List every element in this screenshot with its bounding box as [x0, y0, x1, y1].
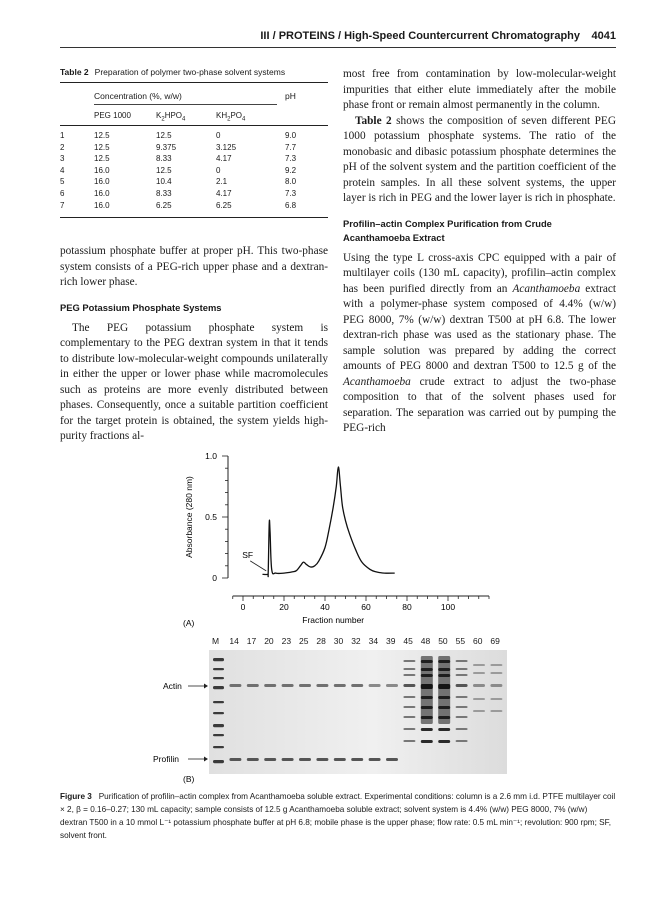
table-caption	[60, 67, 328, 77]
protein-band	[456, 674, 468, 676]
table-cell: 12.5	[156, 131, 172, 140]
table-cell: 8.0	[285, 177, 297, 187]
table-row	[60, 177, 328, 189]
profilin-band	[264, 758, 276, 761]
actin-band	[490, 684, 502, 687]
actin-band	[403, 684, 415, 687]
actin-band	[386, 684, 398, 687]
table-cell: 3.125	[216, 142, 237, 152]
heavy-lane-smear	[438, 656, 450, 724]
table-cell: 2.1	[216, 177, 228, 187]
lane-label: 55	[455, 636, 466, 646]
table-cell: 6	[60, 188, 65, 198]
table-cell: 6.25	[156, 200, 172, 210]
actin-band	[229, 684, 241, 687]
protein-band	[403, 706, 415, 708]
protein-band	[473, 664, 485, 666]
table-cell: 7.3	[285, 188, 297, 198]
table-bottom-rule	[60, 217, 328, 218]
absorbance-series-line	[262, 467, 394, 577]
protein-band	[456, 660, 468, 662]
y-tick-label: 0	[212, 573, 217, 583]
profilin-band	[351, 758, 363, 761]
actin-arrow-head	[204, 684, 208, 689]
lane-label: 23	[281, 636, 292, 646]
lane-label: 17	[246, 636, 257, 646]
lane-label: M	[212, 636, 220, 646]
table-cell: 6.8	[285, 200, 297, 210]
y-axis-label: Absorbance (280 nm)	[184, 476, 194, 558]
paragraph: The PEG potassium phosphate system is complementary to the PEG dextran system in that it tends to distribute low-molecular-weight compounds unilaterally in either the upper or lower phase while macromolecules such as proteins are more evenly distributed between phases. Consequently, once a suitable partition coefficient for the target protein is obtained, the system yields high-purity fractions al-	[60, 321, 328, 442]
protein-band	[490, 664, 502, 666]
actin-band	[299, 684, 311, 687]
actin-band	[282, 684, 294, 687]
table-cell: 7.3	[285, 154, 297, 164]
table-cell: 8.33	[156, 154, 172, 164]
profilin-band	[334, 758, 346, 761]
marker-band	[213, 677, 224, 679]
table-cell: 16.0	[94, 200, 110, 210]
header-rule	[60, 47, 616, 48]
profilin-band	[229, 758, 241, 761]
actin-band	[369, 684, 381, 687]
actin-band	[334, 684, 346, 687]
profilin-arrow-head	[204, 757, 208, 762]
table-cell: 2	[60, 142, 65, 152]
profilin-band	[299, 758, 311, 761]
table-body	[60, 126, 328, 217]
x-tick-label: 100	[440, 602, 456, 612]
table-cell: 5	[60, 177, 65, 187]
protein-band	[421, 728, 433, 731]
lane-label: 25	[299, 636, 309, 646]
table-cell: 4.17	[216, 154, 232, 164]
paragraph: potassium phosphate buffer at proper pH. This two-phase system consists of a PEG-rich upper phase and a dextran-rich lower phase.	[60, 245, 328, 288]
solvent-front-arrow	[250, 561, 266, 571]
lane-label: 28	[316, 636, 326, 646]
table-group-header: Concentration (%, w/w)	[94, 91, 182, 101]
table-label: Table 2	[60, 67, 89, 77]
panel-b-label: (B)	[183, 774, 195, 784]
section-heading: Profilin–actin Complex Purification from Crude Acanthamoeba Extract	[343, 217, 552, 243]
lane-label: 34	[368, 636, 379, 646]
protein-band	[473, 698, 485, 700]
table-2	[60, 67, 328, 218]
protein-band	[456, 696, 468, 698]
table-caption-text: Preparation of polymer two-phase solvent systems	[94, 67, 286, 77]
profilin-band	[386, 758, 398, 761]
table-cell: 0	[216, 165, 221, 175]
protein-band	[490, 710, 502, 712]
x-tick-label: 60	[361, 602, 371, 612]
actin-band	[351, 684, 363, 687]
protein-band	[490, 698, 502, 700]
lane-label: 48	[420, 636, 431, 646]
profilin-label: Profilin	[153, 754, 179, 764]
section-heading: PEG Potassium Phosphate Systems	[60, 301, 222, 313]
paragraph: most free from contamination by low-molecular-weight impurities that either elute immediately after the mobile phase front or remain almost permanently in the column.	[343, 68, 616, 111]
running-title: III / PROTEINS / High-Speed Countercurrent Chromatography	[260, 30, 580, 42]
table-col-header: $KH_2PO_4$	[216, 111, 246, 123]
table-cell: 6.25	[216, 200, 232, 210]
lane-label: 50	[438, 636, 448, 646]
panel-a-label: (A)	[183, 618, 195, 628]
table-header-row-1	[60, 83, 328, 105]
actin-band	[473, 684, 485, 687]
marker-band	[213, 686, 224, 689]
table-cell: 1	[60, 131, 65, 140]
marker-band	[213, 746, 224, 748]
actin-label: Actin	[163, 681, 182, 691]
heavy-lane-smear	[421, 656, 433, 724]
actin-band	[247, 684, 259, 687]
table-row	[60, 154, 328, 166]
x-axis-label: Fraction number	[302, 615, 365, 625]
profilin-band	[247, 758, 259, 761]
protein-band	[403, 716, 415, 718]
table-cell: 8.33	[156, 188, 172, 198]
protein-band	[473, 710, 485, 712]
protein-band	[403, 740, 415, 742]
figure-3	[0, 450, 668, 790]
figure-caption-text: Purification of profilin–actin complex from Acanthamoeba soluble extract. Experimental conditions: column is a 2.6 mm i.d. PTFE multilayer coil × 2, β = 0.16–0.27; 130 mL capacity; sample consists of 12.5 g Acanthamoeba soluble extract; solvent system is 4.4% (w/w) PEG 8000, 7% (w/w) dextran T500 in a 10 mmol L⁻¹ potassium phosphate buffer at pH 6.8; mobile phase is the upper phase; flow rate: 0.5 mL min⁻¹; revolution: 900 rpm; SF, solvent front.	[60, 792, 616, 840]
table-cell: 9.2	[285, 165, 297, 175]
marker-band	[213, 658, 224, 661]
protein-band	[403, 728, 415, 730]
table-cell: 12.5	[94, 154, 110, 164]
figure-caption	[60, 790, 616, 842]
paragraph: Using the type L cross-axis CPC equipped with a pair of multilayer coils (130 mL capacity), profilin–actin complex has been purified directly from an Acanthamoeba extract with a polymer-phase system composed of 4.4% (w/w) PEG 8000, 7% (w/w) dextran T500 at pH 6.8. The lower dextran-rich phase was used as the stationary phase. The sample solution was prepared by adding the correct amounts of PEG 8000 and dextran T500 to 12.5 g of the Acanthamoeba crude extract to adjust the two-phase composition to that of the solvent phases used for separation. The separation was carried out by pumping the PEG-rich	[343, 251, 616, 434]
table-reference: Table 2	[355, 114, 392, 127]
table-cell: 0	[216, 131, 221, 140]
protein-band	[456, 668, 468, 670]
actin-band	[456, 684, 468, 687]
protein-band	[456, 716, 468, 718]
solvent-front-label: SF	[242, 549, 254, 560]
lane-label: 32	[351, 636, 361, 646]
protein-band	[490, 672, 502, 674]
y-tick-label: 0.5	[205, 512, 217, 522]
protein-band	[456, 728, 468, 730]
profilin-band	[369, 758, 381, 761]
figure-caption-label: Figure 3	[60, 792, 92, 801]
lane-label: 30	[333, 636, 344, 646]
table-cell: 7	[60, 200, 65, 210]
marker-band	[213, 712, 224, 714]
paragraph: Table 2 shows the composition of seven different PEG 1000 potassium phosphate systems. The ratio of the monobasic and dibasic potassium phosphate determines the pH of the solvent system and the partition coefficient of the protein samples. In all these solvent systems, the upper layer is rich in PEG and the lower layer is rich in phosphate.	[343, 114, 616, 204]
protein-band	[438, 728, 450, 731]
x-tick-label: 0	[240, 602, 246, 612]
table-cell: 12.5	[94, 131, 110, 140]
lane-label: 39	[386, 636, 396, 646]
lane-label: 45	[403, 636, 413, 646]
marker-band	[213, 734, 224, 736]
table-cell: 16.0	[94, 188, 110, 198]
table-cell: 9.375	[156, 142, 177, 152]
profilin-band	[316, 758, 328, 761]
protein-band	[438, 740, 450, 743]
table-row	[60, 201, 328, 213]
table-row	[60, 166, 328, 178]
x-tick-label: 20	[279, 602, 289, 612]
protein-band	[403, 674, 415, 676]
running-head	[60, 30, 616, 46]
marker-band	[213, 701, 224, 703]
lane-label: 69	[490, 636, 500, 646]
table-cell: 4	[60, 165, 65, 175]
table-cell: 4.17	[216, 188, 232, 198]
lane-label: 60	[473, 636, 483, 646]
gel-image	[209, 650, 507, 774]
protein-band	[473, 672, 485, 674]
table-col-header: PEG 1000	[94, 111, 131, 120]
protein-band	[456, 740, 468, 742]
table-cell: 7.7	[285, 142, 297, 152]
actin-band	[316, 684, 328, 687]
marker-band	[213, 760, 224, 763]
protein-band	[421, 740, 433, 743]
table-cell: 12.5	[156, 165, 172, 175]
y-tick-label: 1.0	[205, 451, 217, 461]
right-text-column	[343, 67, 616, 437]
protein-band	[403, 668, 415, 670]
table-cell: 10.4	[156, 177, 172, 187]
table-cell: 9.0	[285, 131, 297, 140]
profilin-band	[282, 758, 294, 761]
protein-band	[403, 696, 415, 698]
table-row	[60, 131, 328, 143]
page-number: 4041	[591, 30, 616, 42]
table-row	[60, 143, 328, 155]
table-cell: 16.0	[94, 177, 110, 187]
sds-page-gel	[209, 650, 507, 774]
protein-band	[403, 660, 415, 662]
table-cell: 3	[60, 154, 65, 164]
table-row	[60, 189, 328, 201]
table-cell: 12.5	[94, 142, 110, 152]
x-tick-label: 40	[320, 602, 330, 612]
left-text-column	[60, 244, 328, 445]
table-ph-header: pH	[285, 91, 296, 101]
lane-label: 14	[229, 636, 239, 646]
chromatogram-chart	[0, 450, 668, 636]
marker-band	[213, 724, 224, 727]
x-tick-label: 80	[402, 602, 412, 612]
lane-label: 20	[264, 636, 274, 646]
table-cell: 16.0	[94, 165, 110, 175]
protein-band	[456, 706, 468, 708]
table-col-header: $K_2HPO_4$	[156, 111, 186, 123]
actin-band	[264, 684, 276, 687]
chart-axes	[184, 451, 489, 625]
marker-band	[213, 668, 224, 670]
table-header-row-2	[60, 105, 328, 125]
